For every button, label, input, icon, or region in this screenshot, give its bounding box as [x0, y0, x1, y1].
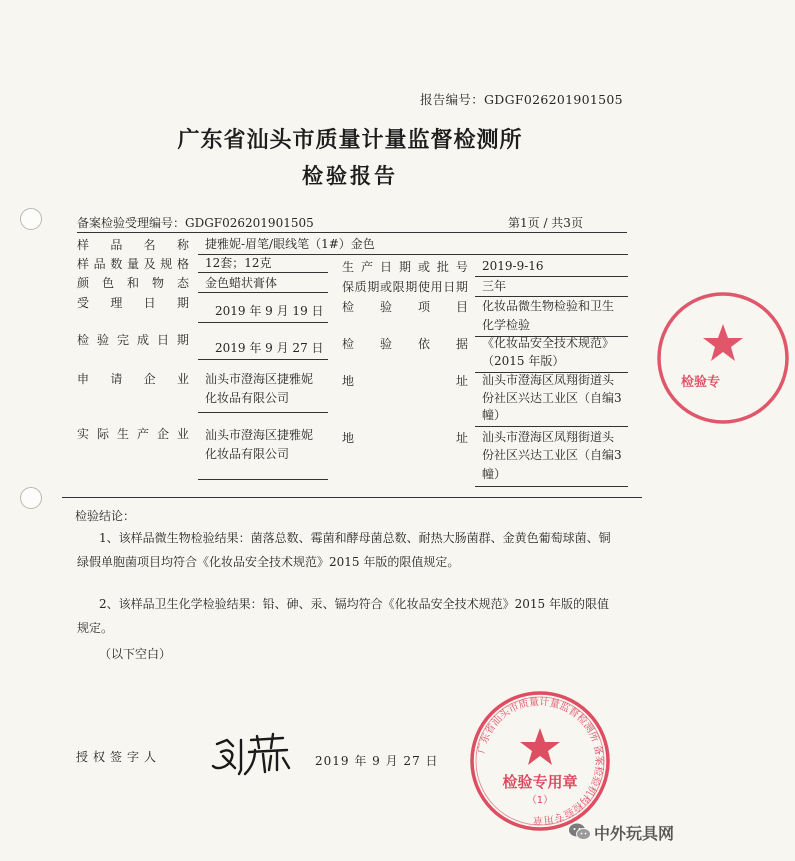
applicant-address-label-a: 地: [342, 374, 355, 388]
manufacturer-address-1: 汕头市澄海区凤翔街道头: [482, 430, 615, 444]
received-date-value: 2019 年 9 月 19 日: [215, 304, 324, 318]
stamp-sub-text: （1）: [526, 795, 554, 806]
wechat-logo-icon: [568, 822, 592, 846]
manufacturer-value-2: 化妆品有限公司: [205, 447, 290, 461]
sample-name-value: 捷雅妮-眉笔/眼线笔（1#）金色: [205, 237, 375, 251]
applicant-value-2: 化妆品有限公司: [205, 391, 290, 405]
manufacturer-address-2: 份社区兴达工业区（自编3: [482, 448, 622, 462]
stamp-ring-text: 广东省汕头市质量计量监督检测所 备案检验机构检验专用章: [476, 696, 605, 826]
received-date-label: 受 理 日 期: [77, 296, 189, 310]
completion-date-label: 检 验 完 成 日 期: [77, 333, 189, 347]
signatory-label: 授权签字人: [76, 750, 162, 764]
test-items-label: 检 验 项 目: [342, 300, 468, 314]
report-number: 报告编号：GDGF026201901505: [420, 92, 623, 107]
test-items-value-2: 化学检验: [482, 318, 531, 332]
manufacturer-address-3: 幢）: [482, 467, 507, 481]
sample-name-label: 样 品 名 称: [77, 238, 189, 252]
production-date-value: 2019-9-16: [482, 259, 544, 273]
manufacturer-address-label-a: 地: [342, 431, 355, 445]
applicant-address-1: 汕头市澄海区凤翔街道头: [482, 373, 615, 387]
test-basis-value-1: 《化妆品安全技术规范》: [482, 336, 615, 350]
blank-note: （以下空白）: [99, 647, 172, 661]
sample-qty-label: 样 品 数 量 及 规 格: [77, 257, 189, 271]
conclusion-paragraph-2: 2、该样品卫生化学检验结果：铅、砷、汞、镉均符合《化妆品安全技术规范》2015 年版的限值规定。: [77, 597, 609, 635]
manufacturer-address-label-b: 址: [456, 431, 469, 445]
manufacturer-label: 实 际 生 产 企 业: [77, 427, 189, 441]
shelf-life-value: 三年: [482, 279, 507, 293]
punch-hole-1: [20, 208, 42, 230]
test-basis-label: 检 验 依 据: [342, 337, 468, 351]
production-date-label: 生 产 日 期 或 批 号: [342, 260, 468, 274]
institute-title: 广东省汕头市质量计量监督检测所: [177, 127, 523, 153]
test-basis-value-2: （2015 年版）: [482, 354, 565, 368]
official-stamp: [465, 686, 615, 840]
registration-number: 备案检验受理编号：GDGF026201901505: [77, 216, 314, 230]
partial-stamp-right: [655, 288, 721, 428]
page-info: 第1页 / 共3页: [508, 216, 583, 230]
watermark-text: 中外玩具网: [594, 824, 675, 843]
sign-date: 2019 年 9 月 27 日: [315, 754, 439, 768]
partial-stamp-text: 检验专: [681, 375, 721, 390]
applicant-address-label-b: 址: [456, 374, 469, 388]
conclusion-paragraph-1: 1、该样品微生物检验结果：菌落总数、霉菌和酵母菌总数、耐热大肠菌群、金黄色葡萄球菌、铜绿假单胞菌项目均符合《化妆品安全技术规范》2015 年版的限值规定。: [77, 531, 611, 569]
color-state-label: 颜 色 和 物 态: [77, 276, 189, 290]
completion-date-value: 2019 年 9 月 27 日: [215, 341, 324, 355]
applicant-value-1: 汕头市澄海区捷雅妮: [205, 372, 314, 386]
conclusion-title: 检验结论：: [75, 509, 136, 523]
color-state-value: 金色蜡状膏体: [205, 276, 278, 290]
applicant-address-3: 幢）: [482, 408, 507, 422]
applicant-label: 申 请 企 业: [77, 372, 189, 386]
report-title: 检验报告: [302, 163, 398, 188]
punch-hole-2: [20, 487, 42, 509]
stamp-main-text: 检验专用章: [502, 773, 578, 791]
shelf-life-label: 保 质 期 或 限 期 使 用 日 期: [342, 280, 468, 294]
manufacturer-value-1: 汕头市澄海区捷雅妮: [205, 428, 314, 442]
applicant-address-2: 份社区兴达工业区（自编3: [482, 391, 622, 405]
test-items-value-1: 化妆品微生物检验和卫生: [482, 299, 615, 313]
sample-qty-value: 12套；12克: [205, 256, 272, 270]
handwritten-signature: [205, 730, 295, 784]
